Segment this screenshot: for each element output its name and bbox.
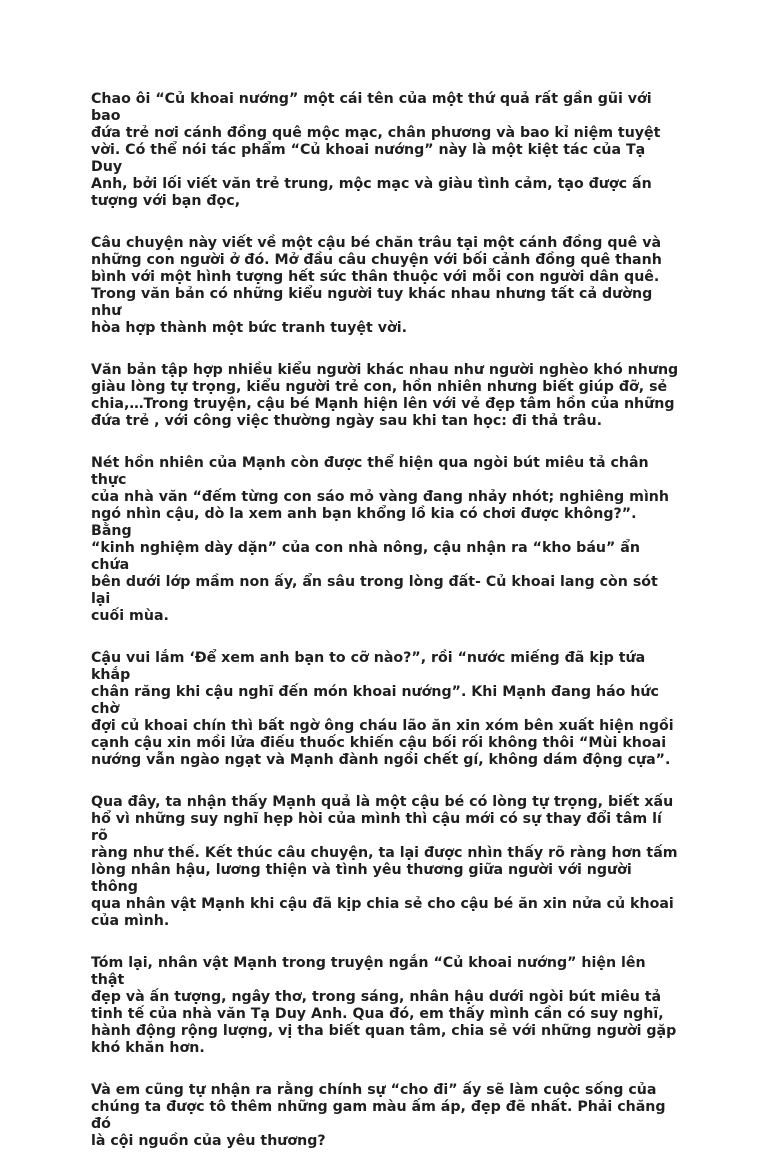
paragraph-6: Qua đây, ta nhận thấy Mạnh quả là một cậu bé có lòng tự trọng, biết xấu hổ vì những suy nghĩ hẹp hòi của mình thì cậu mới có sự thay đổi tâm lí rõ ràng như thế. Kết thúc câu chuyện, ta lại được nhìn thấy rõ ràng hơn tấm lòng nhân hậu, lương thiện và tình yêu thương giữa người với người thông qua nhân vật Mạnh khi cậu đã kịp chia sẻ cho cậu bé ăn xin nửa củ khoai của mình. — [91, 794, 678, 929]
paragraph-4: Nét hồn nhiên của Mạnh còn được thể hiện qua ngòi bút miêu tả chân thực của nhà văn “đếm từng con sáo mỏ vàng đang nhảy nhót; nghiêng mình ngó nhìn cậu, dò la xem anh bạn khổng lồ kia có chơi được không?”. Bằng “kinh nghiệm dày dặn” của con nhà nông, cậu nhận ra “kho báu” ẩn chứa bên dưới lớp mầm non ấy, ẩn sâu trong lòng đất- Củ khoai lang còn sót lại cuối mùa. — [91, 455, 670, 624]
paragraph-7: Tóm lại, nhân vật Mạnh trong truyện ngắn “Củ khoai nướng” hiện lên thật đẹp và ấn tượng, ngây thơ, trong sáng, nhân hậu dưới ngòi bút miêu tả tinh tế của nhà văn Tạ Duy Anh. Qua đó, em thấy mình cần có suy nghĩ, hành động rộng lượng, vị tha biết quan tâm, chia sẻ với những người gặp khó khăn hơn. — [91, 955, 677, 1056]
paragraph-1: Chao ôi “Củ khoai nướng” một cái tên của một thứ quả rất gần gũi với bao đứa trẻ nơi cánh đồng quê mộc mạc, chân phương và bao kỉ niệm tuyệt vời. Có thể nói tác phẩm “Củ khoai nướng” này là một kiệt tác của Tạ Duy Anh, bởi lối viết văn trẻ trung, mộc mạc và giàu tình cảm, tạo được ấn tượng với bạn đọc, — [91, 91, 661, 209]
paragraph-8: Và em cũng tự nhận ra rằng chính sự “cho đi” ấy sẽ làm cuộc sống của chúng ta được tô thêm những gam màu ấm áp, đẹp đẽ nhất. Phải chăng đó là cội nguồn của yêu thương? — [91, 1082, 666, 1149]
paragraph-3: Văn bản tập hợp nhiều kiểu người khác nhau như người nghèo khó nhưng giàu lòng tự trọng, kiểu người trẻ con, hồn nhiên nhưng biết giúp đỡ, sẻ chia,…Trong truyện, cậu bé Mạnh hiện lên với vẻ đẹp tâm hồn của những đứa trẻ , với công việc thường ngày sau khi tan học: đi thả trâu. — [91, 362, 679, 429]
document-body — [91, 91, 681, 1175]
paragraph-5: Cậu vui lắm ‘Để xem anh bạn to cỡ nào?”, rồi “nước miếng đã kịp tứa khắp chân răng khi cậu nghĩ đến món khoai nướng”. Khi Mạnh đang háo hức chờ đợi củ khoai chín thì bất ngờ ông cháu lão ăn xin xóm bên xuất hiện ngồi cạnh cậu xin mồi lửa điếu thuốc khiến cậu bối rối không thôi “Mùi khoai nướng vẫn ngào ngạt và Mạnh đành ngồi chết gí, không dám động cựa”. — [91, 650, 674, 768]
paragraph-2: Câu chuyện này viết về một cậu bé chăn trâu tại một cánh đồng quê và những con người ở đó. Mở đầu câu chuyện với bối cảnh đồng quê thanh bình với một hình tượng hết sức thân thuộc với mỗi con người dân quê. Trong văn bản có những kiểu người tuy khác nhau nhưng tất cả dường như hòa hợp thành một bức tranh tuyệt vời. — [91, 235, 662, 336]
